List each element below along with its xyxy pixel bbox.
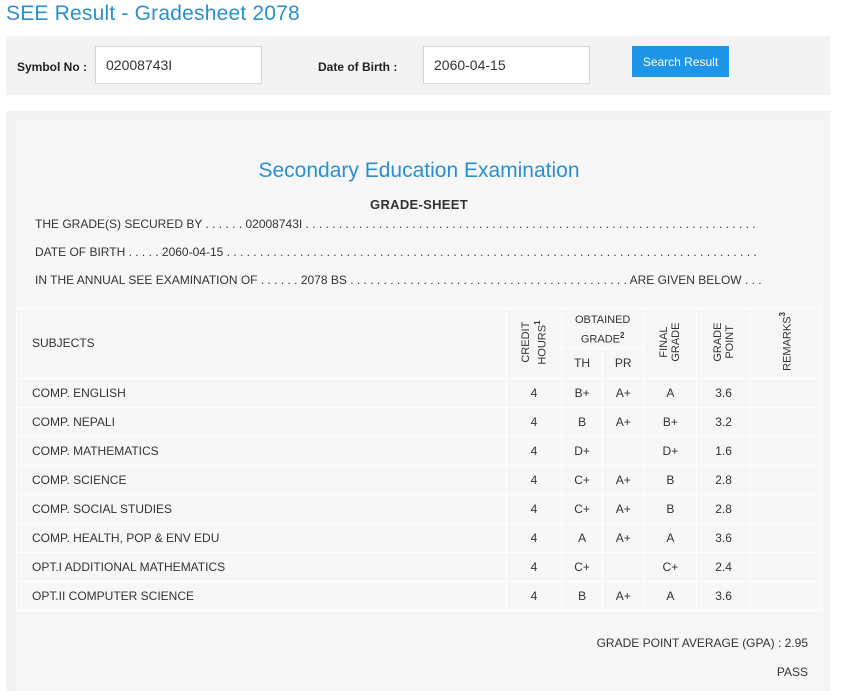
practical-header: PR: [603, 348, 644, 378]
final-grade: A: [644, 378, 697, 407]
subject-name: COMP. SCIENCE: [17, 465, 507, 494]
remarks-header: [750, 309, 820, 379]
remarks: [750, 523, 820, 552]
practical-grade: A+: [603, 465, 644, 494]
theory-grade: C+: [562, 494, 603, 523]
subject-name: COMP. MATHEMATICS: [17, 436, 507, 465]
practical-grade: [603, 552, 644, 581]
search-form: [6, 36, 830, 95]
theory-grade: D+: [562, 436, 603, 465]
gradesheet-panel: [16, 121, 824, 691]
remarks-footnote: 3: [778, 312, 787, 317]
credit-hours-header: [506, 309, 561, 379]
table-row: [17, 494, 821, 523]
final-grade: B: [644, 465, 697, 494]
date-of-birth-input[interactable]: [423, 46, 590, 84]
exam-title: Secondary Education Examination: [258, 159, 580, 182]
remarks: [750, 436, 820, 465]
grade-point: 2.8: [697, 465, 750, 494]
remarks: [750, 494, 820, 523]
gradesheet-card: [6, 111, 830, 691]
gradesheet-heading: GRADE-SHEET: [370, 197, 468, 212]
examination-year-line: IN THE ANNUAL SEE EXAMINATION OF . . . . . . 2078 BS . . . . . . . . . . . . . . . . . . . . . . . . . . . . . . . . . . . . . . . . . . ARE GIVEN BELOW . . .: [35, 273, 762, 287]
practical-grade: A+: [603, 407, 644, 436]
table-row: [17, 465, 821, 494]
practical-grade: A+: [603, 581, 644, 610]
credit-hours: 4: [506, 436, 561, 465]
obtained-grade-header-line1: OBTAINED: [574, 314, 631, 326]
theory-grade: A: [562, 523, 603, 552]
theory-grade: C+: [562, 465, 603, 494]
theory-grade: B+: [562, 378, 603, 407]
grade-point-header-label: GRADE POINT: [711, 322, 736, 362]
remarks-header-label: REMARKS: [781, 316, 794, 372]
grade-point: 3.6: [697, 378, 750, 407]
subject-name: OPT.I ADDITIONAL MATHEMATICS: [17, 552, 507, 581]
subjects-header: SUBJECTS: [17, 309, 507, 379]
remarks: [750, 465, 820, 494]
subject-name: OPT.II COMPUTER SCIENCE: [17, 581, 507, 610]
table-row: [17, 436, 821, 465]
symbol-no-label: Symbol No :: [17, 60, 88, 74]
theory-grade: C+: [562, 552, 603, 581]
final-grade: B+: [644, 407, 697, 436]
search-result-button[interactable]: Search Result: [632, 46, 729, 77]
subject-name: COMP. HEALTH, POP & ENV EDU: [17, 523, 507, 552]
practical-grade: A+: [603, 378, 644, 407]
obtained-grade-header-line2: GRADE: [580, 333, 620, 346]
credit-hours: 4: [506, 407, 561, 436]
credit-hours: 4: [506, 552, 561, 581]
final-grade: A: [644, 523, 697, 552]
final-grade-header: [644, 309, 697, 379]
credit-hours: 4: [506, 465, 561, 494]
obtained-grade-footnote: 2: [619, 331, 625, 340]
credit-hours-header-label: CREDIT HOURS: [519, 321, 549, 364]
table-row: [17, 581, 821, 610]
grade-point-header: [697, 309, 750, 379]
grade-point: 3.6: [697, 523, 750, 552]
theory-grade: B: [562, 407, 603, 436]
final-grade: B: [644, 494, 697, 523]
grade-point: 2.8: [697, 494, 750, 523]
practical-grade: [603, 436, 644, 465]
practical-grade: A+: [603, 494, 644, 523]
table-row: [17, 407, 821, 436]
gpa-summary: GRADE POINT AVERAGE (GPA) : 2.95: [596, 636, 808, 650]
date-of-birth-line: DATE OF BIRTH . . . . . 2060-04-15 . . . . . . . . . . . . . . . . . . . . . . . . . . . . . . . . . . . . . . . . . . . . . . . . . . . . . . . . . . . . . . . . . . . . . . . . . . . . . . . .: [35, 245, 757, 259]
credit-hours: 4: [506, 378, 561, 407]
date-of-birth-label: Date of Birth :: [318, 60, 398, 74]
grade-point: 3.2: [697, 407, 750, 436]
credit-hours: 4: [506, 494, 561, 523]
remarks: [750, 581, 820, 610]
obtained-grade-header: [562, 309, 644, 349]
table-row: [17, 523, 821, 552]
table-row: [17, 552, 821, 581]
final-grade: A: [644, 581, 697, 610]
page-title: SEE Result - Gradesheet 2078: [6, 2, 300, 25]
credit-hours: 4: [506, 523, 561, 552]
grade-point: 2.4: [697, 552, 750, 581]
remarks: [750, 552, 820, 581]
final-grade: C+: [644, 552, 697, 581]
practical-grade: A+: [603, 523, 644, 552]
remarks: [750, 407, 820, 436]
table-row: [17, 378, 821, 407]
grades-secured-by-line: THE GRADE(S) SECURED BY . . . . . . 02008743I . . . . . . . . . . . . . . . . . . . . . . . . . . . . . . . . . . . . . . . . . . . . . . . . . . . . . . . . . . . . . . . . . . . .: [35, 217, 756, 231]
symbol-no-input[interactable]: [95, 46, 262, 84]
theory-header: TH: [562, 348, 603, 378]
credit-hours-footnote: 1: [532, 319, 542, 325]
grade-point: 1.6: [697, 436, 750, 465]
final-grade-header-label: FINAL GRADE: [658, 322, 683, 362]
subject-name: COMP. NEPALI: [17, 407, 507, 436]
result-status: PASS: [776, 665, 808, 679]
final-grade: D+: [644, 436, 697, 465]
grade-point: 3.6: [697, 581, 750, 610]
remarks: [750, 378, 820, 407]
subject-name: COMP. SOCIAL STUDIES: [17, 494, 507, 523]
credit-hours: 4: [506, 581, 561, 610]
theory-grade: B: [562, 581, 603, 610]
subject-name: COMP. ENGLISH: [17, 378, 507, 407]
grades-table: [16, 308, 821, 611]
